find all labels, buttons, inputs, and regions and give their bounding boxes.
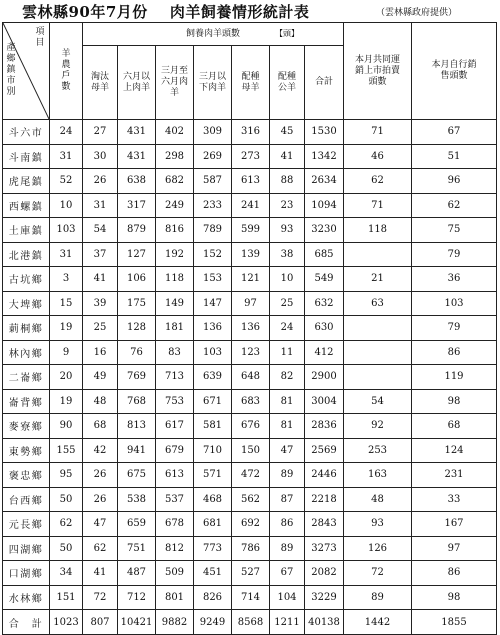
value-cell: 253 (344, 438, 412, 463)
title-sub: 肉羊飼養情形統計表 (169, 3, 310, 21)
value-cell: 317 (118, 193, 156, 218)
value-cell: 9 (50, 340, 83, 365)
value-cell: 103 (194, 340, 232, 365)
value-cell: 682 (156, 169, 194, 194)
value-cell: 537 (156, 487, 194, 512)
value-cell: 599 (232, 218, 270, 243)
value-cell: 807 (83, 610, 118, 635)
value-cell: 36 (412, 267, 497, 292)
value-cell: 10 (50, 193, 83, 218)
value-cell: 679 (156, 438, 194, 463)
value-cell: 72 (344, 561, 412, 586)
value-cell: 1442 (344, 610, 412, 635)
value-cell: 613 (232, 169, 270, 194)
value-cell: 98 (412, 585, 497, 610)
value-cell: 10 (270, 267, 305, 292)
value-cell: 431 (118, 144, 156, 169)
value-cell: 51 (412, 144, 497, 169)
value-cell: 648 (232, 365, 270, 390)
value-cell: 136 (232, 316, 270, 341)
value-cell: 153 (194, 267, 232, 292)
table-row (3, 414, 497, 439)
value-cell: 768 (118, 389, 156, 414)
corner-label-town: 產鄉鎮市別 (6, 43, 16, 97)
table-row (3, 218, 497, 243)
value-cell: 2634 (305, 169, 344, 194)
value-cell: 97 (232, 291, 270, 316)
value-cell: 86 (270, 512, 305, 537)
value-cell: 119 (412, 365, 497, 390)
title-row (0, 0, 500, 20)
value-cell: 118 (156, 267, 194, 292)
value-cell: 25 (270, 291, 305, 316)
table-row (3, 512, 497, 537)
value-cell: 1530 (305, 120, 344, 145)
value-cell: 71 (344, 193, 412, 218)
value-cell: 49 (83, 365, 118, 390)
header-farms: 羊農戶數 (50, 23, 83, 120)
value-cell: 509 (156, 561, 194, 586)
value-cell: 24 (50, 120, 83, 145)
value-cell: 93 (270, 218, 305, 243)
value-cell: 97 (412, 536, 497, 561)
table-row (3, 438, 497, 463)
value-cell: 632 (305, 291, 344, 316)
value-cell: 487 (118, 561, 156, 586)
value-cell: 163 (344, 463, 412, 488)
value-cell: 63 (344, 291, 412, 316)
value-cell: 714 (232, 585, 270, 610)
value-cell: 47 (83, 512, 118, 537)
value-cell: 33 (412, 487, 497, 512)
value-cell: 79 (412, 242, 497, 267)
value-cell: 11 (270, 340, 305, 365)
header-self-sale: 本月自行銷售頭數 (412, 23, 497, 120)
value-cell: 89 (270, 463, 305, 488)
value-cell: 192 (156, 242, 194, 267)
value-cell: 527 (232, 561, 270, 586)
value-cell: 68 (412, 414, 497, 439)
value-cell: 659 (118, 512, 156, 537)
value-cell: 81 (270, 389, 305, 414)
value-cell: 41 (270, 144, 305, 169)
value-cell: 3 (50, 267, 83, 292)
value-cell: 3273 (305, 536, 344, 561)
value-cell: 50 (50, 487, 83, 512)
value-cell: 2082 (305, 561, 344, 586)
table-row (3, 365, 497, 390)
value-cell: 1023 (50, 610, 83, 635)
value-cell: 613 (156, 463, 194, 488)
value-cell: 34 (50, 561, 83, 586)
table-row (3, 340, 497, 365)
value-cell: 675 (118, 463, 156, 488)
value-cell: 75 (412, 218, 497, 243)
town-name: 林內鄉 (3, 340, 50, 365)
value-cell: 816 (156, 218, 194, 243)
value-cell: 103 (50, 218, 83, 243)
value-cell: 231 (412, 463, 497, 488)
value-cell: 753 (156, 389, 194, 414)
value-cell: 27 (83, 120, 118, 145)
value-cell: 1342 (305, 144, 344, 169)
title-main: 雲林縣90年7月份 (22, 3, 148, 21)
value-cell: 118 (344, 218, 412, 243)
value-cell: 9249 (194, 610, 232, 635)
table-row (3, 316, 497, 341)
town-name: 元長鄉 (3, 512, 50, 537)
value-cell: 181 (156, 316, 194, 341)
value-cell: 123 (232, 340, 270, 365)
town-name: 口湖鄉 (3, 561, 50, 586)
value-cell: 152 (194, 242, 232, 267)
header-col-3to6: 三月至六月肉羊 (156, 46, 194, 120)
value-cell: 40138 (305, 610, 344, 635)
value-cell: 789 (194, 218, 232, 243)
value-cell: 149 (156, 291, 194, 316)
value-cell: 93 (344, 512, 412, 537)
value-cell: 71 (344, 120, 412, 145)
value-cell: 42 (83, 438, 118, 463)
table-row (3, 120, 497, 145)
value-cell: 175 (118, 291, 156, 316)
value-cell: 879 (118, 218, 156, 243)
value-cell: 24 (270, 316, 305, 341)
value-cell: 773 (194, 536, 232, 561)
value-cell: 30 (83, 144, 118, 169)
value-cell: 241 (232, 193, 270, 218)
town-name: 四湖鄉 (3, 536, 50, 561)
value-cell: 431 (118, 120, 156, 145)
value-cell: 126 (344, 536, 412, 561)
value-cell: 402 (156, 120, 194, 145)
value-cell: 316 (232, 120, 270, 145)
value-cell: 26 (83, 463, 118, 488)
town-name: 古坑鄉 (3, 267, 50, 292)
value-cell: 812 (156, 536, 194, 561)
value-cell: 47 (270, 438, 305, 463)
value-cell: 676 (232, 414, 270, 439)
corner-label-item: 項目 (35, 27, 45, 48)
value-cell: 16 (83, 340, 118, 365)
table-row (3, 561, 497, 586)
value-cell: 87 (270, 487, 305, 512)
value-cell: 31 (83, 193, 118, 218)
source-note: （雲林縣政府提供） (376, 8, 458, 18)
value-cell: 813 (118, 414, 156, 439)
value-cell: 2836 (305, 414, 344, 439)
value-cell: 136 (194, 316, 232, 341)
table-row (3, 193, 497, 218)
value-cell: 769 (118, 365, 156, 390)
value-cell: 79 (412, 316, 497, 341)
town-name: 水林鄉 (3, 585, 50, 610)
town-name: 合 計 (3, 610, 50, 635)
town-name: 北港鎮 (3, 242, 50, 267)
value-cell: 2569 (305, 438, 344, 463)
value-cell: 20 (50, 365, 83, 390)
header-col-over6: 六月以上肉羊 (118, 46, 156, 120)
value-cell: 38 (270, 242, 305, 267)
value-cell: 751 (118, 536, 156, 561)
statistics-table (2, 22, 497, 635)
value-cell: 89 (344, 585, 412, 610)
value-cell (344, 242, 412, 267)
value-cell: 150 (232, 438, 270, 463)
value-cell: 46 (344, 144, 412, 169)
value-cell: 15 (50, 291, 83, 316)
value-cell: 801 (156, 585, 194, 610)
value-cell: 39 (83, 291, 118, 316)
value-cell: 269 (194, 144, 232, 169)
value-cell: 23 (270, 193, 305, 218)
header-group (83, 23, 344, 46)
value-cell: 710 (194, 438, 232, 463)
value-cell: 581 (194, 414, 232, 439)
town-name: 土庫鎮 (3, 218, 50, 243)
total-row (3, 610, 497, 635)
value-cell: 88 (270, 169, 305, 194)
value-cell: 98 (412, 389, 497, 414)
value-cell: 538 (118, 487, 156, 512)
value-cell: 155 (50, 438, 83, 463)
value-cell: 617 (156, 414, 194, 439)
table-row (3, 242, 497, 267)
value-cell: 72 (83, 585, 118, 610)
table-row (3, 291, 497, 316)
page-title (22, 1, 309, 22)
value-cell: 37 (83, 242, 118, 267)
value-cell: 82 (270, 365, 305, 390)
value-cell: 713 (156, 365, 194, 390)
town-name: 二崙鄉 (3, 365, 50, 390)
town-name: 褒忠鄉 (3, 463, 50, 488)
value-cell: 685 (305, 242, 344, 267)
town-name: 台西鄉 (3, 487, 50, 512)
value-cell (344, 316, 412, 341)
header-unit: 【頭】 (275, 29, 299, 38)
table-body (3, 120, 497, 635)
value-cell: 48 (344, 487, 412, 512)
table-row (3, 169, 497, 194)
header-col-under3: 三月以下肉羊 (194, 46, 232, 120)
value-cell: 3229 (305, 585, 344, 610)
value-cell: 54 (83, 218, 118, 243)
value-cell: 31 (50, 144, 83, 169)
value-cell: 41 (83, 561, 118, 586)
value-cell: 106 (118, 267, 156, 292)
value-cell: 62 (412, 193, 497, 218)
value-cell: 48 (83, 389, 118, 414)
value-cell: 50 (50, 536, 83, 561)
value-cell: 76 (118, 340, 156, 365)
value-cell: 472 (232, 463, 270, 488)
value-cell: 167 (412, 512, 497, 537)
table-row (3, 389, 497, 414)
value-cell: 639 (194, 365, 232, 390)
table-row (3, 463, 497, 488)
town-name: 虎尾鎮 (3, 169, 50, 194)
value-cell: 273 (232, 144, 270, 169)
value-cell: 412 (305, 340, 344, 365)
value-cell: 151 (50, 585, 83, 610)
value-cell: 21 (344, 267, 412, 292)
table-row (3, 487, 497, 512)
value-cell: 587 (194, 169, 232, 194)
header-col-breeding-ram: 配種公羊 (270, 46, 305, 120)
value-cell: 124 (412, 438, 497, 463)
value-cell: 678 (156, 512, 194, 537)
value-cell: 81 (270, 414, 305, 439)
town-name: 東勢鄉 (3, 438, 50, 463)
value-cell: 121 (232, 267, 270, 292)
value-cell: 630 (305, 316, 344, 341)
value-cell: 68 (83, 414, 118, 439)
value-cell: 671 (194, 389, 232, 414)
value-cell: 67 (270, 561, 305, 586)
value-cell: 19 (50, 389, 83, 414)
value-cell: 52 (50, 169, 83, 194)
value-cell: 104 (270, 585, 305, 610)
value-cell: 45 (270, 120, 305, 145)
value-cell: 8568 (232, 610, 270, 635)
header-col-breeding-ewe: 配種母羊 (232, 46, 270, 120)
value-cell: 62 (344, 169, 412, 194)
town-name: 莿桐鄉 (3, 316, 50, 341)
value-cell: 1094 (305, 193, 344, 218)
value-cell: 786 (232, 536, 270, 561)
value-cell (344, 340, 412, 365)
value-cell: 19 (50, 316, 83, 341)
value-cell: 941 (118, 438, 156, 463)
value-cell: 2446 (305, 463, 344, 488)
value-cell: 26 (83, 487, 118, 512)
value-cell: 95 (50, 463, 83, 488)
value-cell: 549 (305, 267, 344, 292)
value-cell: 41 (83, 267, 118, 292)
value-cell: 468 (194, 487, 232, 512)
value-cell: 128 (118, 316, 156, 341)
value-cell: 62 (50, 512, 83, 537)
value-cell: 571 (194, 463, 232, 488)
town-name: 西螺鎮 (3, 193, 50, 218)
value-cell: 96 (412, 169, 497, 194)
table-row (3, 536, 497, 561)
value-cell: 92 (344, 414, 412, 439)
value-cell: 1855 (412, 610, 497, 635)
value-cell: 1211 (270, 610, 305, 635)
value-cell: 89 (270, 536, 305, 561)
value-cell: 90 (50, 414, 83, 439)
value-cell: 249 (156, 193, 194, 218)
value-cell: 10421 (118, 610, 156, 635)
value-cell: 86 (412, 340, 497, 365)
value-cell: 9882 (156, 610, 194, 635)
value-cell (344, 365, 412, 390)
value-cell: 31 (50, 242, 83, 267)
value-cell: 562 (232, 487, 270, 512)
value-cell: 67 (412, 120, 497, 145)
table-row (3, 585, 497, 610)
value-cell: 54 (344, 389, 412, 414)
value-cell: 692 (232, 512, 270, 537)
value-cell: 127 (118, 242, 156, 267)
header-group-label: 飼養肉羊頭數 (185, 28, 240, 39)
town-name: 大埤鄉 (3, 291, 50, 316)
value-cell: 147 (194, 291, 232, 316)
header-joint-sale: 本月共同運銷上市拍賣頭數 (344, 23, 412, 120)
value-cell: 103 (412, 291, 497, 316)
value-cell: 309 (194, 120, 232, 145)
value-cell: 2900 (305, 365, 344, 390)
value-cell: 2218 (305, 487, 344, 512)
value-cell: 62 (83, 536, 118, 561)
value-cell: 826 (194, 585, 232, 610)
value-cell: 233 (194, 193, 232, 218)
town-name: 斗南鎮 (3, 144, 50, 169)
value-cell: 139 (232, 242, 270, 267)
value-cell: 83 (156, 340, 194, 365)
header-col-cull-ewe: 淘汰母羊 (83, 46, 118, 120)
table-row (3, 267, 497, 292)
value-cell: 681 (194, 512, 232, 537)
value-cell: 451 (194, 561, 232, 586)
value-cell: 683 (232, 389, 270, 414)
value-cell: 86 (412, 561, 497, 586)
town-name: 麥寮鄉 (3, 414, 50, 439)
header-col-total: 合計 (305, 46, 344, 120)
value-cell: 638 (118, 169, 156, 194)
town-name: 斗六市 (3, 120, 50, 145)
table-row (3, 144, 497, 169)
value-cell: 25 (83, 316, 118, 341)
value-cell: 3230 (305, 218, 344, 243)
value-cell: 2843 (305, 512, 344, 537)
value-cell: 3004 (305, 389, 344, 414)
corner-header (3, 23, 50, 120)
value-cell: 298 (156, 144, 194, 169)
value-cell: 26 (83, 169, 118, 194)
value-cell: 712 (118, 585, 156, 610)
town-name: 崙背鄉 (3, 389, 50, 414)
